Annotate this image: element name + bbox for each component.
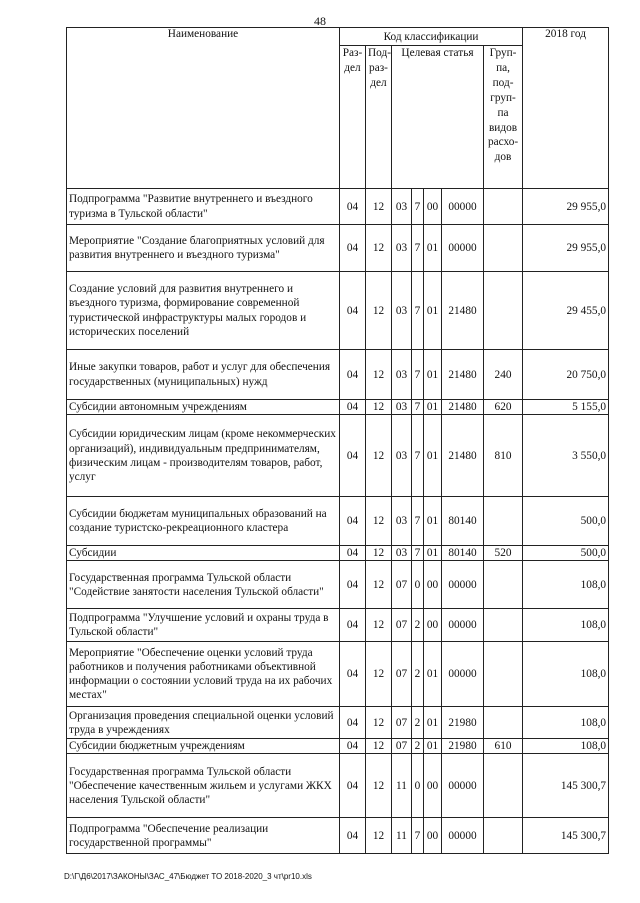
row-expense-type [484,754,523,818]
row-amount: 145 300,7 [523,818,609,854]
row-podrazdel: 12 [366,739,392,754]
row-target-direction: 21480 [442,272,484,350]
row-podrazdel: 12 [366,415,392,497]
row-target-program: 03 [392,415,412,497]
table-row [67,189,609,225]
row-expense-type: 520 [484,546,523,561]
row-amount: 29 955,0 [523,189,609,225]
row-target-event: 01 [424,272,442,350]
row-target-subprogram: 7 [412,546,424,561]
page-number: 48 [314,14,326,28]
row-podrazdel: 12 [366,272,392,350]
row-target-direction: 00000 [442,561,484,609]
table-row [67,818,609,854]
row-expense-type [484,189,523,225]
row-razdel: 04 [340,400,366,415]
row-target-event: 00 [424,189,442,225]
row-target-direction: 80140 [442,546,484,561]
row-razdel: 04 [340,189,366,225]
row-name: Подпрограмма "Обеспечение реализации государственной программы" [67,818,340,854]
row-target-event: 01 [424,497,442,546]
row-target-program: 03 [392,189,412,225]
row-amount: 500,0 [523,497,609,546]
row-expense-type [484,818,523,854]
row-target-direction: 21980 [442,707,484,739]
row-target-event: 01 [424,225,442,272]
table-row [67,225,609,272]
row-target-direction: 21980 [442,739,484,754]
row-name: Создание условий для развития внутреннего и въездного туризма, формирование современной туристической инфраструктуры малых городов и исторических поселений [67,272,340,350]
row-target-direction: 00000 [442,818,484,854]
row-target-subprogram: 2 [412,609,424,642]
row-podrazdel: 12 [366,497,392,546]
row-target-subprogram: 7 [412,225,424,272]
row-razdel: 04 [340,707,366,739]
row-target-event: 01 [424,707,442,739]
row-target-program: 03 [392,497,412,546]
row-expense-type: 620 [484,400,523,415]
row-expense-type [484,497,523,546]
row-podrazdel: 12 [366,561,392,609]
row-amount: 108,0 [523,739,609,754]
header-year: 2018 год [523,28,609,189]
row-expense-type [484,642,523,707]
row-razdel: 04 [340,739,366,754]
row-expense-type [484,707,523,739]
table-row [67,739,609,754]
row-target-program: 07 [392,739,412,754]
row-name: Государственная программа Тульской области "Обеспечение качественным жильем и услугами ЖКХ населения Тульской области" [67,754,340,818]
row-name: Подпрограмма "Развитие внутреннего и въездного туризма в Тульской области" [67,189,340,225]
table-row [67,400,609,415]
row-razdel: 04 [340,272,366,350]
row-target-subprogram: 2 [412,739,424,754]
budget-table [66,27,609,854]
row-target-subprogram: 2 [412,707,424,739]
row-amount: 5 155,0 [523,400,609,415]
row-target-subprogram: 0 [412,561,424,609]
row-target-program: 03 [392,350,412,400]
row-podrazdel: 12 [366,707,392,739]
row-target-direction: 21480 [442,400,484,415]
row-amount: 108,0 [523,561,609,609]
table-row [67,415,609,497]
row-podrazdel: 12 [366,754,392,818]
table-row [67,272,609,350]
row-name: Субсидии юридическим лицам (кроме некоммерческих организаций), индивидуальным предпринимателям, физическим лицам - производителям товаров, работ, услуг [67,415,340,497]
row-name: Субсидии бюджетам муниципальных образований на создание туристско-рекреационного кластера [67,497,340,546]
table-row [67,497,609,546]
row-razdel: 04 [340,754,366,818]
row-target-program: 11 [392,754,412,818]
table-row [67,707,609,739]
row-target-event: 01 [424,350,442,400]
row-amount: 20 750,0 [523,350,609,400]
row-podrazdel: 12 [366,189,392,225]
table-row [67,609,609,642]
row-razdel: 04 [340,818,366,854]
row-expense-type: 810 [484,415,523,497]
row-target-event: 01 [424,739,442,754]
row-razdel: 04 [340,497,366,546]
row-amount: 108,0 [523,609,609,642]
row-name: Государственная программа Тульской области "Содействие занятости населения Тульской области" [67,561,340,609]
row-target-subprogram: 7 [412,400,424,415]
row-amount: 108,0 [523,707,609,739]
row-amount: 29 455,0 [523,272,609,350]
table-body [67,189,609,854]
row-target-event: 00 [424,609,442,642]
row-target-direction: 00000 [442,189,484,225]
row-name: Подпрограмма "Улучшение условий и охраны труда в Тульской области" [67,609,340,642]
row-target-subprogram: 7 [412,415,424,497]
header-code-group: Код классификации [340,28,523,46]
row-name: Субсидии автономным учреждениям [67,400,340,415]
table-row [67,561,609,609]
row-amount: 108,0 [523,642,609,707]
table-row [67,350,609,400]
row-razdel: 04 [340,415,366,497]
row-target-direction: 21480 [442,350,484,400]
row-target-event: 01 [424,415,442,497]
row-target-direction: 80140 [442,497,484,546]
row-name: Иные закупки товаров, работ и услуг для обеспечения государственных (муниципальных) нужд [67,350,340,400]
header-razdel: Раз- дел [340,46,366,189]
row-razdel: 04 [340,546,366,561]
row-razdel: 04 [340,350,366,400]
row-target-program: 07 [392,642,412,707]
row-podrazdel: 12 [366,400,392,415]
row-target-direction: 00000 [442,225,484,272]
header-vid: Груп- па, под- груп- па видов расхо- дов [484,46,523,189]
row-podrazdel: 12 [366,642,392,707]
header-target: Целевая статья [392,46,484,189]
row-target-event: 01 [424,642,442,707]
header-name: Наименование [67,28,340,189]
row-razdel: 04 [340,642,366,707]
row-name: Мероприятие "Обеспечение оценки условий труда работников и получения работниками объективной информации о состоянии условий труда на их рабочих местах" [67,642,340,707]
row-target-subprogram: 7 [412,272,424,350]
row-target-event: 01 [424,400,442,415]
row-podrazdel: 12 [366,350,392,400]
row-podrazdel: 12 [366,609,392,642]
row-target-program: 03 [392,400,412,415]
row-name: Субсидии [67,546,340,561]
row-amount: 3 550,0 [523,415,609,497]
row-target-subprogram: 7 [412,189,424,225]
row-target-direction: 21480 [442,415,484,497]
row-target-program: 03 [392,546,412,561]
row-razdel: 04 [340,225,366,272]
row-target-direction: 00000 [442,642,484,707]
header-podrazdel: Под- раз- дел [366,46,392,189]
row-expense-type [484,225,523,272]
file-path-footer: D:\Г\Д6\2017\ЗАКОНЫ\ЗАС_47\Бюджет ТО 2018-2020_3 чт\pr10.xls [64,872,312,881]
row-name: Организация проведения специальной оценки условий труда в учреждениях [67,707,340,739]
row-name: Субсидии бюджетным учреждениям [67,739,340,754]
row-target-program: 11 [392,818,412,854]
table-row [67,642,609,707]
row-target-event: 01 [424,546,442,561]
row-target-event: 00 [424,818,442,854]
row-expense-type [484,609,523,642]
row-podrazdel: 12 [366,546,392,561]
row-target-program: 03 [392,272,412,350]
row-expense-type: 240 [484,350,523,400]
row-target-direction: 00000 [442,609,484,642]
row-target-event: 00 [424,754,442,818]
row-target-program: 07 [392,561,412,609]
row-target-subprogram: 7 [412,350,424,400]
row-podrazdel: 12 [366,225,392,272]
row-podrazdel: 12 [366,818,392,854]
row-target-subprogram: 2 [412,642,424,707]
row-target-program: 07 [392,707,412,739]
table-row [67,754,609,818]
table-row [67,546,609,561]
row-target-direction: 00000 [442,754,484,818]
row-target-subprogram: 7 [412,497,424,546]
row-expense-type: 610 [484,739,523,754]
row-amount: 29 955,0 [523,225,609,272]
row-target-event: 00 [424,561,442,609]
row-target-program: 07 [392,609,412,642]
row-target-program: 03 [392,225,412,272]
row-target-subprogram: 0 [412,754,424,818]
header-row-top [67,28,609,46]
row-razdel: 04 [340,609,366,642]
row-name: Мероприятие "Создание благоприятных условий для развития внутреннего и въездного туризма" [67,225,340,272]
row-razdel: 04 [340,561,366,609]
row-expense-type [484,272,523,350]
row-amount: 500,0 [523,546,609,561]
row-amount: 145 300,7 [523,754,609,818]
row-expense-type [484,561,523,609]
row-target-subprogram: 7 [412,818,424,854]
